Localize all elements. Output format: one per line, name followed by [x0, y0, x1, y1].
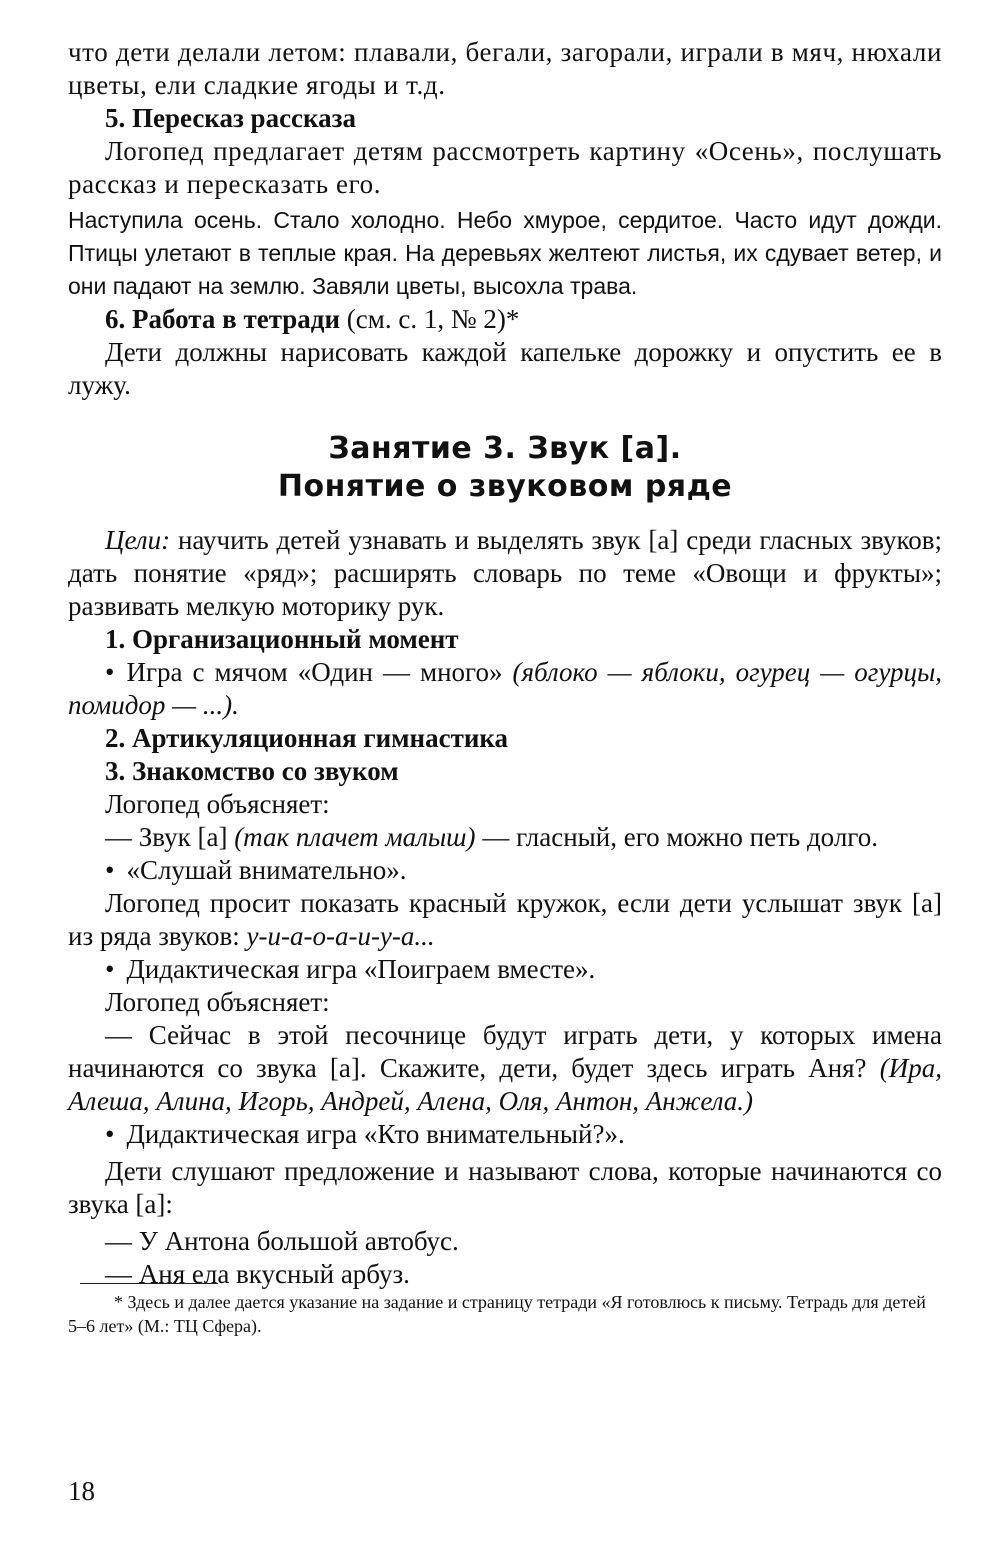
- bullet-item: • «Слушай внимательно».: [68, 854, 942, 887]
- goals-paragraph: [68, 524, 942, 623]
- paragraph: [68, 887, 942, 953]
- bullet-item: • Дидактическая игра «Кто внимательный?».: [68, 1118, 942, 1151]
- goals-text: научить детей узнавать и выделять звук [а] среди гласных звуков; дать понятие «ряд»; расширять словарь по теме «Овощи и фрукты»; развивать мелкую моторику рук.: [68, 525, 942, 621]
- story-text: Наступила осень. Стало холодно. Небо хмурое, сердитое. Часто идут дожди. Птицы улетают в теплые края. На деревьях желтеют листья, их сдувает ветер, и они падают на землю. Завяли цветы, высохла трава.: [68, 207, 942, 299]
- section-heading-2: 2. Артикуляционная гимнастика: [105, 723, 509, 753]
- bullet-italic: (яблоко — яблоки, огурец — огурцы, помидор — ...).: [68, 657, 942, 720]
- page-number: 18: [68, 1476, 95, 1506]
- page-body: [68, 36, 942, 1338]
- example-sentence: — У Антона большой автобус.: [105, 1226, 459, 1256]
- footnote: * Здесь и далее дается указание на задание и страницу тетради «Я готовлюсь к письму. Тетрадь для детей 5–6 лет» (М.: ТЦ Сфера).: [68, 1292, 926, 1336]
- dialogue-text: — гласный, его можно петь долго.: [475, 822, 878, 852]
- dialogue-text: — Сейчас в этой песочнице будут играть дети, у которых имена начинаются со звука [а]. Скажите, дети, будет здесь играть Аня?: [68, 1020, 942, 1083]
- goals-label: Цели:: [105, 525, 171, 555]
- lesson-title-line-2: Понятие о звуковом ряде: [277, 469, 733, 504]
- lesson-title-line-1: Занятие 3. Звук [а].: [328, 431, 682, 466]
- section-heading-5: 5. Пересказ рассказа: [105, 103, 357, 133]
- bullet-item: • Дидактическая игра «Поиграем вместе».: [68, 953, 942, 986]
- paragraph: Логопед объясняет:: [105, 789, 330, 819]
- paragraph: Логопед предлагает детям рассмотреть картину «Осень», послушать рассказ и пересказать его.: [68, 136, 942, 199]
- section-heading-3: 3. Знакомство со звуком: [105, 756, 399, 786]
- sound-series: у-и-а-о-а-и-у-а...: [246, 921, 435, 951]
- heading-text: 6. Работа в тетради: [105, 304, 341, 334]
- bullet-item: [68, 656, 942, 722]
- section-heading-1: 1. Организационный момент: [105, 624, 459, 654]
- paragraph: Дети должны нарисовать каждой капельке дорожку и опустить ее в лужу.: [68, 337, 942, 400]
- heading-ref: (см. с. 1, № 2)*: [340, 304, 520, 334]
- paragraph-text: Логопед просит показать красный кружок, если дети услышат звук [а] из ряда звуков:: [68, 888, 942, 951]
- dialogue-text: — Звук [а]: [105, 822, 235, 852]
- dialogue-italic: (так плачет малыш): [234, 822, 476, 852]
- lesson-title: [68, 430, 942, 506]
- example-sentence: — Аня ела вкусный арбуз.: [105, 1259, 410, 1289]
- paragraph: Логопед объясняет:: [105, 987, 330, 1017]
- paragraph: что дети делали летом: плавали, бегали, загорали, играли в мяч, нюхали цветы, ели сладкие ягоды и т.д.: [68, 37, 942, 100]
- names-list: (Ира, Алеша, Алина, Игорь, Андрей, Алена, Оля, Антон, Анжела.): [68, 1053, 942, 1116]
- dialogue-line: [68, 1019, 942, 1118]
- bullet-text: Игра с мячом «Один — много»: [126, 657, 513, 687]
- section-heading-6: [68, 303, 942, 336]
- paragraph: Дети слушают предложение и называют слова, которые начинаются со звука [а]:: [68, 1156, 942, 1219]
- dialogue-line: [68, 821, 942, 854]
